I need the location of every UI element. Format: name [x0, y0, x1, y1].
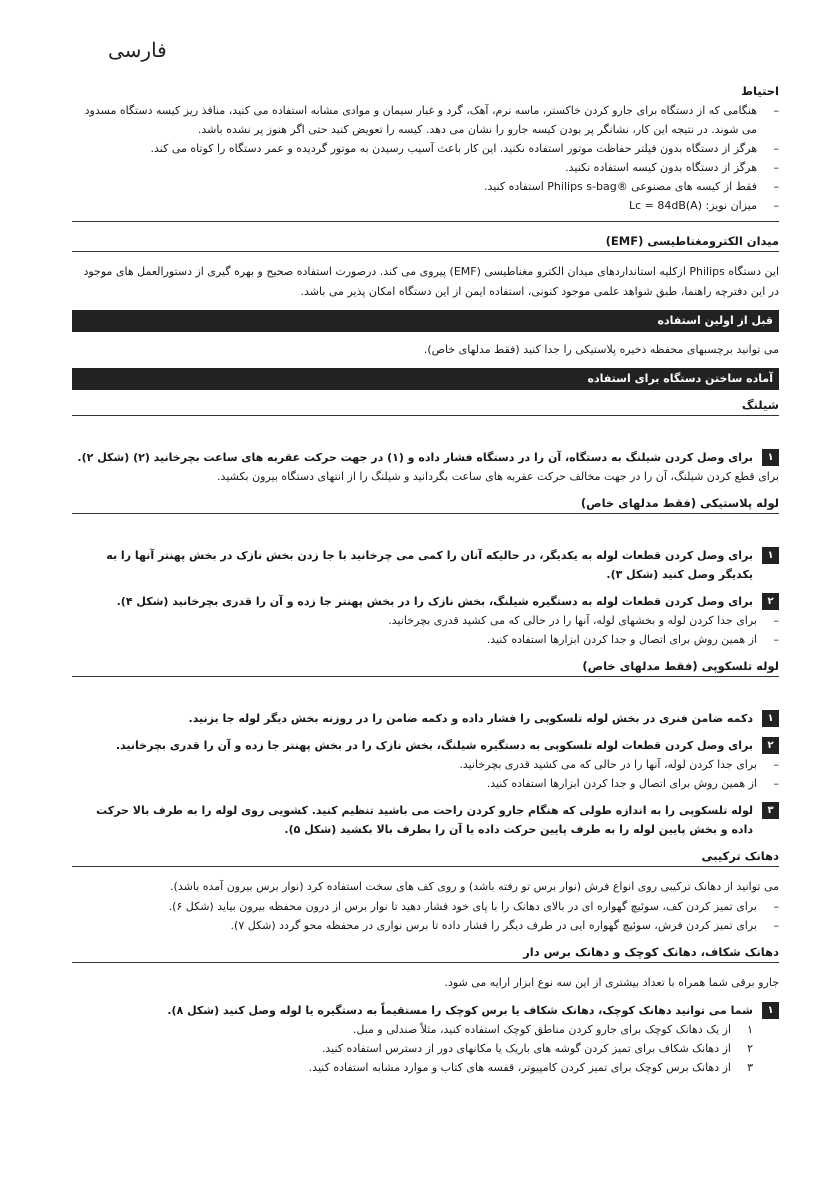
step-number-badge: ۲	[762, 737, 779, 754]
item-number: ۳	[747, 1061, 753, 1074]
divider	[72, 415, 779, 416]
note-item: – از همین روش برای اتصال و جدا کردن ابزارها استفاده کنید.	[72, 630, 779, 649]
section-bar-before-first-use: قبل از اولین استفاده	[72, 310, 779, 332]
item-text: از یک دهانک کوچک برای جارو کردن مناطق کوچک استفاده کنید، مثلاً صندلی و مبل.	[352, 1023, 731, 1036]
hose-heading: شیلنگ	[741, 398, 779, 412]
note-item: – برای جدا کردن لوله، آنها را در حالی که می کشید قدری بچرخانید.	[72, 755, 779, 774]
caution-list	[72, 101, 779, 215]
emf-heading: میدان الکترومغناطیسی (EMF)	[605, 234, 779, 248]
step-number-badge: ۲	[762, 593, 779, 610]
caution-item: – هرگز از دستگاه بدون فیلتر حفاظت موتور استفاده نکنید. این کار باعث آسیب رسیدن به موتور گردیده و عمر دستگاه را کوتاه می کند.	[72, 139, 779, 158]
divider	[72, 513, 779, 514]
combi-nozzle-heading: دهانک ترکیبی	[701, 849, 779, 863]
divider	[72, 676, 779, 677]
section-bar-preparing: آماده ساختن دستگاه برای استفاده	[72, 368, 779, 390]
content	[72, 82, 779, 1077]
combi-nozzle-list	[72, 897, 779, 935]
step-number-badge: ۱	[762, 710, 779, 727]
telescopic-step-1	[72, 709, 779, 728]
step-text: برای وصل کردن قطعات لوله به دستگیره شیلنگ، بخش نازک را در بخش پهنتر جا زده و آن را قدری بچرخانید (شکل ۴).	[116, 595, 753, 608]
plastic-tube-heading: لوله پلاستیکی (فقط مدلهای خاص)	[580, 496, 779, 510]
step-number-badge: ۱	[762, 1002, 779, 1019]
hose-note: برای قطع کردن شیلنگ، آن را در جهت مخالف حرکت عقربه های ساعت بگردانید و شیلنگ را از انتهای دستگاه بیرون بکشید.	[217, 470, 779, 483]
accessories-heading: دهانک شکاف، دهانک کوچک و دهانک برس دار	[523, 945, 779, 959]
step-text: برای وصل کردن قطعات لوله به یکدیگر، در حالیکه آنان را کمی می چرخانید با جا زدن بخش نازک در بخش پهنتر آنها را به یکدیگر وصل کنید (شکل ۳).	[106, 549, 753, 581]
telescopic-tube-heading: لوله تلسکوپی (فقط مدلهای خاص)	[582, 659, 779, 673]
telescopic-notes	[72, 755, 779, 793]
note-item: – برای جدا کردن لوله و بخشهای لوله، آنها را در حالی که می کشید قدری بچرخانید.	[72, 611, 779, 630]
note-item: – برای تمیز کردن کف، سوئیچ گهواره ای در بالای دهانک را با پای خود فشار دهید تا نوار برس از درون محفظه بیرون بیاید (شکل ۶).	[72, 897, 779, 916]
combi-nozzle-text: می توانید از دهانک ترکیبی روی انواع فرش (نوار برس تو رفته باشد) و روی کف های سخت استفاده کرد (نوار برس بیرون آمده باشد).	[170, 880, 779, 893]
numbered-item	[72, 1039, 753, 1058]
step-text: دکمه ضامن فنری در بخش لوله تلسکوپی را فشار داده و دکمه ضامن را در روزنه بخش دیگر لوله جا بزنید.	[188, 712, 753, 725]
item-text: از دهانک برس کوچک برای تمیز کردن کامپیوتر، قفسه های کتاب و موارد مشابه استفاده کنید.	[308, 1061, 731, 1074]
plastic-tube-notes	[72, 611, 779, 649]
step-text: لوله تلسکوپی را به اندازه طولی که هنگام جارو کردن راحت می باشید تنظیم کنید. کشویی روی لوله را به طرف بالا حرکت داده و بخش پایین لوله را به طرف پایین حرکت داده یا آن را بطرف بالا بکشید (شکل ۵).	[96, 804, 753, 836]
divider	[72, 221, 779, 222]
caution-heading: احتیاط	[741, 84, 779, 98]
item-text: از دهانک شکاف برای تمیز کردن گوشه های باریک یا مکانهای دور از دسترس استفاده کنید.	[321, 1042, 731, 1055]
step-number-badge: ۱	[762, 449, 779, 466]
step-text: برای وصل کردن شیلنگ به دستگاه، آن را در دستگاه فشار داده و (۱) در جهت حرکت عقربه های ساعت بچرخانید (۲) (شکل ۲).	[77, 451, 753, 464]
hose-step-1	[72, 448, 779, 467]
caution-item: – میزان نویز: Lc = 84dB(A)	[72, 196, 779, 215]
step-number-badge: ۳	[762, 802, 779, 819]
caution-item: – هنگامی که از دستگاه برای جارو کردن خاکستر، ماسه نرم، آهک، گرد و غبار سیمان و موادی مشابه استفاده می کنید، منافذ ریز کیسه دستگاه مسدود می شوند. در نتیجه این کار، نشانگر پر بودن کیسه جارو را نشان می دهد. کیسه را تعویض کنید حتی اگر هنوز پر نشده باشد.	[72, 101, 779, 139]
plastic-tube-step-2	[72, 592, 779, 611]
divider	[72, 962, 779, 963]
note-item: – برای تمیز کردن فرش، سوئیچ گهواره ایی در طرف دیگر را فشار داده تا برس نواری در محفظه محو گردد (شکل ۷).	[72, 916, 779, 935]
before-first-use-text: می توانید برچسبهای محفظه ذخیره پلاستیکی را جدا کنید (فقط مدلهای خاص).	[423, 343, 779, 356]
divider	[72, 251, 779, 252]
numbered-item	[72, 1058, 753, 1077]
numbered-item	[72, 1020, 753, 1039]
item-number: ۲	[747, 1042, 753, 1055]
emf-text: این دستگاه Philips ازکلیه استانداردهای میدان الکترو مغناطیسی (EMF) پیروی می کند. درصورت استفاده صحیح و بهره گیری از دستورالعمل های موجود در این دفترچه راهنما، طبق شواهد علمی موجود کنونی، استفاده ایمن از این دستگاه امکان پذیر می باشد.	[83, 265, 779, 298]
step-text: برای وصل کردن قطعات لوله تلسکوپی به دستگیره شیلنگ، بخش نازک را در بخش پهنتر جا زده و آن را قدری بچرخانید.	[115, 739, 753, 752]
plastic-tube-step-1	[72, 546, 779, 584]
language-title: فارسی	[108, 38, 167, 62]
note-item: – از همین روش برای اتصال و جدا کردن ابزارها استفاده کنید.	[72, 774, 779, 793]
telescopic-step-3	[72, 801, 779, 839]
divider	[72, 866, 779, 867]
caution-item: – فقط از کیسه های مصنوعی ®Philips s-bag استفاده کنید.	[72, 177, 779, 196]
item-number: ۱	[747, 1023, 753, 1036]
step-number-badge: ۱	[762, 547, 779, 564]
step-text: شما می توانید دهانک کوچک، دهانک شکاف یا برس کوچک را مستقیماً به دستگیره یا لوله وصل کنید (شکل ۸).	[167, 1004, 753, 1017]
telescopic-step-2	[72, 736, 779, 755]
accessories-text: جارو برقی شما همراه با تعداد بیشتری از این سه نوع ابزار ارایه می شود.	[444, 976, 779, 989]
caution-item: – هرگز از دستگاه بدون کیسه استفاده نکنید.	[72, 158, 779, 177]
accessories-list	[72, 1020, 779, 1077]
accessories-step-1	[72, 1001, 779, 1020]
